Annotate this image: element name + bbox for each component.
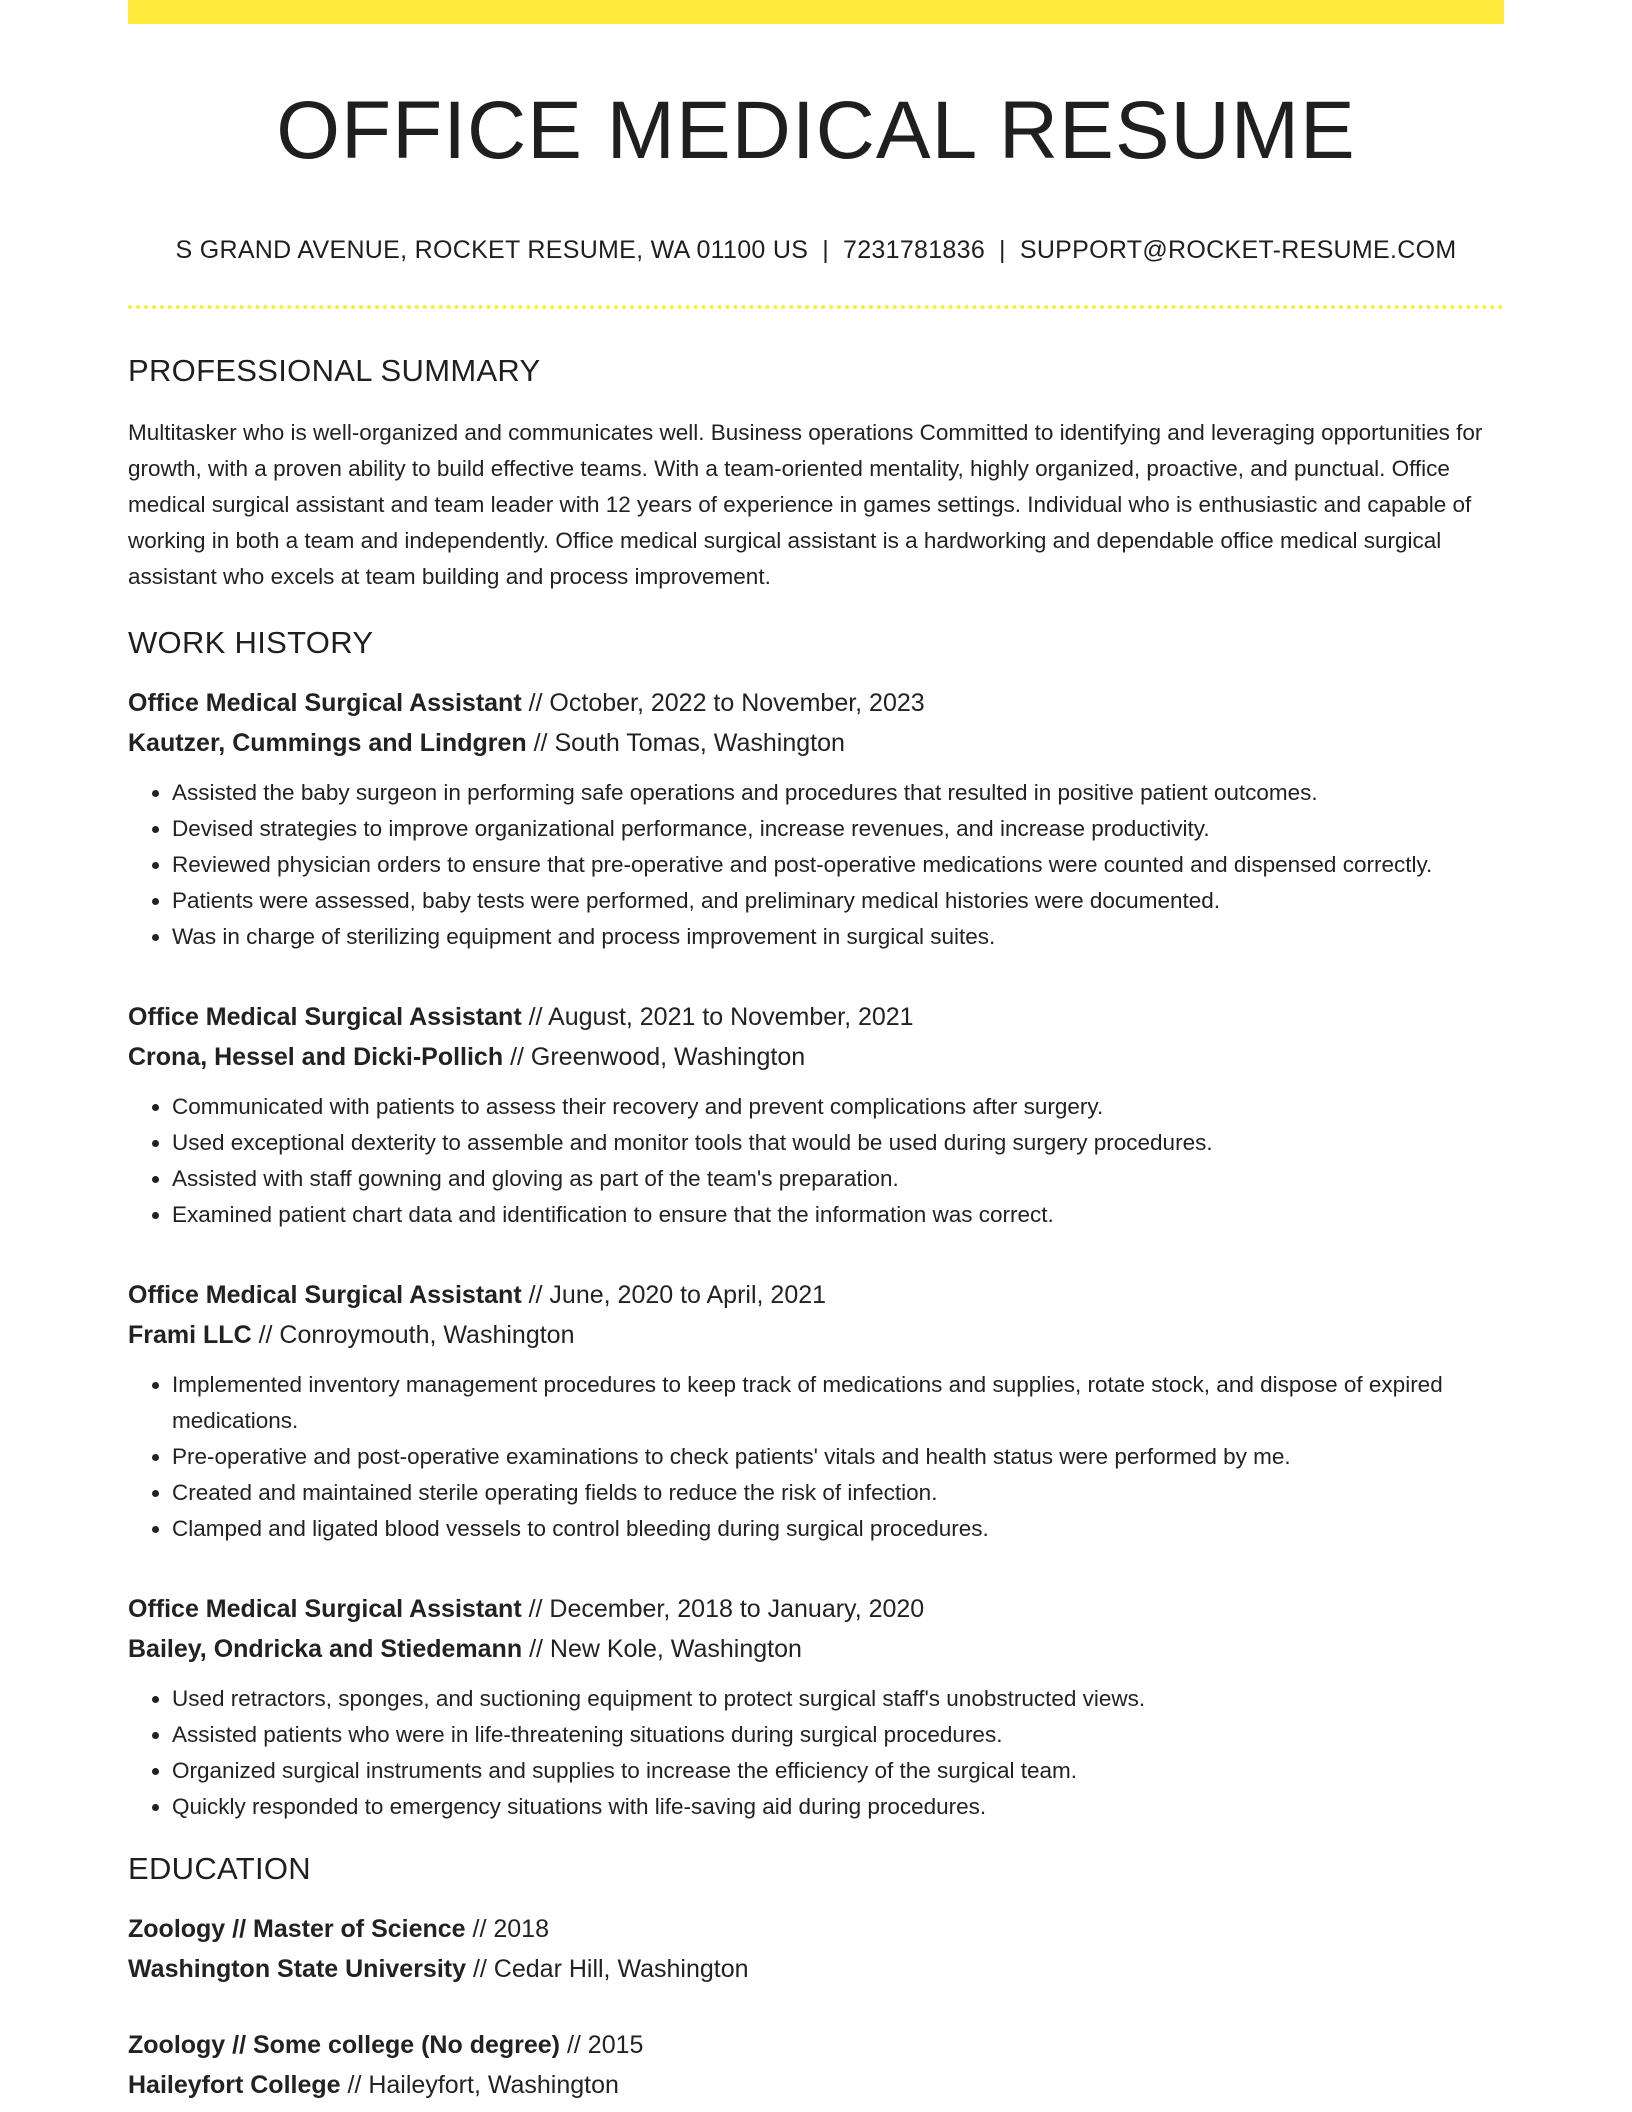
job-dates: // June, 2020 to April, 2021 bbox=[528, 1281, 827, 1310]
list-item: • Assisted with staff gowning and gloving as part of the team's preparation. bbox=[172, 1161, 1504, 1197]
list-item: • Communicated with patients to assess their recovery and prevent complications after surgery. bbox=[172, 1089, 1504, 1125]
list-item: • Devised strategies to improve organizational performance, increase revenues, and increase productivity. bbox=[172, 811, 1504, 847]
job-location: // Greenwood, Washington bbox=[510, 1043, 806, 1072]
education-school-line bbox=[128, 2065, 1504, 2105]
job-bullets bbox=[128, 775, 1504, 955]
job-bullets bbox=[128, 1681, 1504, 1825]
list-item: • Examined patient chart data and identification to ensure that the information was correct. bbox=[172, 1197, 1504, 1233]
job-title: Office Medical Surgical Assistant bbox=[128, 1003, 522, 1032]
list-item: • Used exceptional dexterity to assemble and monitor tools that would be used during surgery procedures. bbox=[172, 1125, 1504, 1161]
education-entry bbox=[128, 1909, 1504, 1989]
job-title-line bbox=[128, 683, 1504, 723]
job-dates: // August, 2021 to November, 2021 bbox=[528, 1003, 914, 1032]
list-item: • Pre-operative and post-operative examinations to check patients' vitals and health status were performed by me. bbox=[172, 1439, 1504, 1475]
job-title-line bbox=[128, 1275, 1504, 1315]
education-school-line bbox=[128, 1949, 1504, 1989]
education-school: Washington State University bbox=[128, 1955, 467, 1984]
job-entry bbox=[128, 683, 1504, 955]
contact-separator: | bbox=[822, 236, 829, 265]
list-item: • Assisted patients who were in life-threatening situations during surgical procedures. bbox=[172, 1717, 1504, 1753]
job-title: Office Medical Surgical Assistant bbox=[128, 689, 522, 718]
job-company-line bbox=[128, 1315, 1504, 1355]
section-heading-work-history: WORK HISTORY bbox=[128, 625, 374, 661]
education-year: // 2015 bbox=[566, 2031, 644, 2060]
job-company: Crona, Hessel and Dicki-Pollich bbox=[128, 1043, 504, 1072]
list-item: • Created and maintained sterile operating fields to reduce the risk of infection. bbox=[172, 1475, 1504, 1511]
education-degree: Zoology // Some college (No degree) bbox=[128, 2031, 561, 2060]
list-item: • Organized surgical instruments and supplies to increase the efficiency of the surgical team. bbox=[172, 1753, 1504, 1789]
job-bullets bbox=[128, 1089, 1504, 1233]
resume-page bbox=[128, 0, 1504, 2105]
job-company: Frami LLC bbox=[128, 1321, 252, 1350]
contact-email: SUPPORT@ROCKET-RESUME.COM bbox=[1019, 236, 1457, 265]
job-dates: // October, 2022 to November, 2023 bbox=[528, 689, 925, 718]
job-title-line bbox=[128, 997, 1504, 1037]
top-accent-bar bbox=[128, 0, 1504, 24]
contact-line bbox=[128, 236, 1504, 265]
job-dates: // December, 2018 to January, 2020 bbox=[528, 1595, 925, 1624]
contact-address: S GRAND AVENUE, ROCKET RESUME, WA 01100 US bbox=[175, 236, 809, 265]
list-item: • Was in charge of sterilizing equipment and process improvement in surgical suites. bbox=[172, 919, 1504, 955]
job-company: Kautzer, Cummings and Lindgren bbox=[128, 729, 527, 758]
list-item: • Assisted the baby surgeon in performing safe operations and procedures that resulted in positive patient outcomes. bbox=[172, 775, 1504, 811]
education-degree-line bbox=[128, 2025, 1504, 2065]
education-degree-line bbox=[128, 1909, 1504, 1949]
education-entry bbox=[128, 2025, 1504, 2105]
job-title-line bbox=[128, 1589, 1504, 1629]
education-location: // Cedar Hill, Washington bbox=[472, 1955, 749, 1984]
job-entry bbox=[128, 1589, 1504, 1825]
list-item: • Implemented inventory management procedures to keep track of medications and supplies, rotate stock, and dispose of expired medications. bbox=[172, 1367, 1504, 1439]
job-bullets bbox=[128, 1367, 1504, 1547]
job-title: Office Medical Surgical Assistant bbox=[128, 1595, 522, 1624]
contact-separator: | bbox=[999, 236, 1006, 265]
summary-text: Multitasker who is well-organized and communicates well. Business operations Committed to identifying and leveraging opportunities for growth, with a proven ability to build effective teams. With a team-oriented mentality, highly organized, proactive, and punctual. Office medical surgical assistant and team leader with 12 years of experience in games settings. Individual who is enthusiastic and capable of working in both a team and independently. Office medical surgical assistant is a hardworking and dependable office medical surgical assistant who excels at team building and process improvement. bbox=[128, 420, 1483, 590]
education-school: Haileyfort College bbox=[128, 2071, 341, 2100]
job-company-line bbox=[128, 1037, 1504, 1077]
education-degree: Zoology // Master of Science bbox=[128, 1915, 466, 1944]
list-item: • Quickly responded to emergency situations with life-saving aid during procedures. bbox=[172, 1789, 1504, 1825]
job-company-line bbox=[128, 723, 1504, 763]
education-location: // Haileyfort, Washington bbox=[347, 2071, 619, 2100]
education-year: // 2018 bbox=[472, 1915, 549, 1944]
section-heading-education: EDUCATION bbox=[128, 1851, 311, 1887]
dotted-divider bbox=[128, 305, 1504, 309]
job-location: // South Tomas, Washington bbox=[533, 729, 845, 758]
job-entry bbox=[128, 997, 1504, 1233]
page-title: OFFICE MEDICAL RESUME bbox=[276, 85, 1356, 176]
job-location: // New Kole, Washington bbox=[529, 1635, 802, 1664]
job-company: Bailey, Ondricka and Stiedemann bbox=[128, 1635, 523, 1664]
section-heading-summary: PROFESSIONAL SUMMARY bbox=[128, 353, 541, 389]
job-title: Office Medical Surgical Assistant bbox=[128, 1281, 522, 1310]
list-item: • Reviewed physician orders to ensure that pre-operative and post-operative medications were counted and dispensed correctly. bbox=[172, 847, 1504, 883]
job-company-line bbox=[128, 1629, 1504, 1669]
list-item: • Used retractors, sponges, and suctioning equipment to protect surgical staff's unobstructed views. bbox=[172, 1681, 1504, 1717]
list-item: • Clamped and ligated blood vessels to control bleeding during surgical procedures. bbox=[172, 1511, 1504, 1547]
job-entry bbox=[128, 1275, 1504, 1547]
contact-phone: 7231781836 bbox=[843, 236, 986, 265]
job-location: // Conroymouth, Washington bbox=[258, 1321, 575, 1350]
list-item: • Patients were assessed, baby tests were performed, and preliminary medical histories were documented. bbox=[172, 883, 1504, 919]
